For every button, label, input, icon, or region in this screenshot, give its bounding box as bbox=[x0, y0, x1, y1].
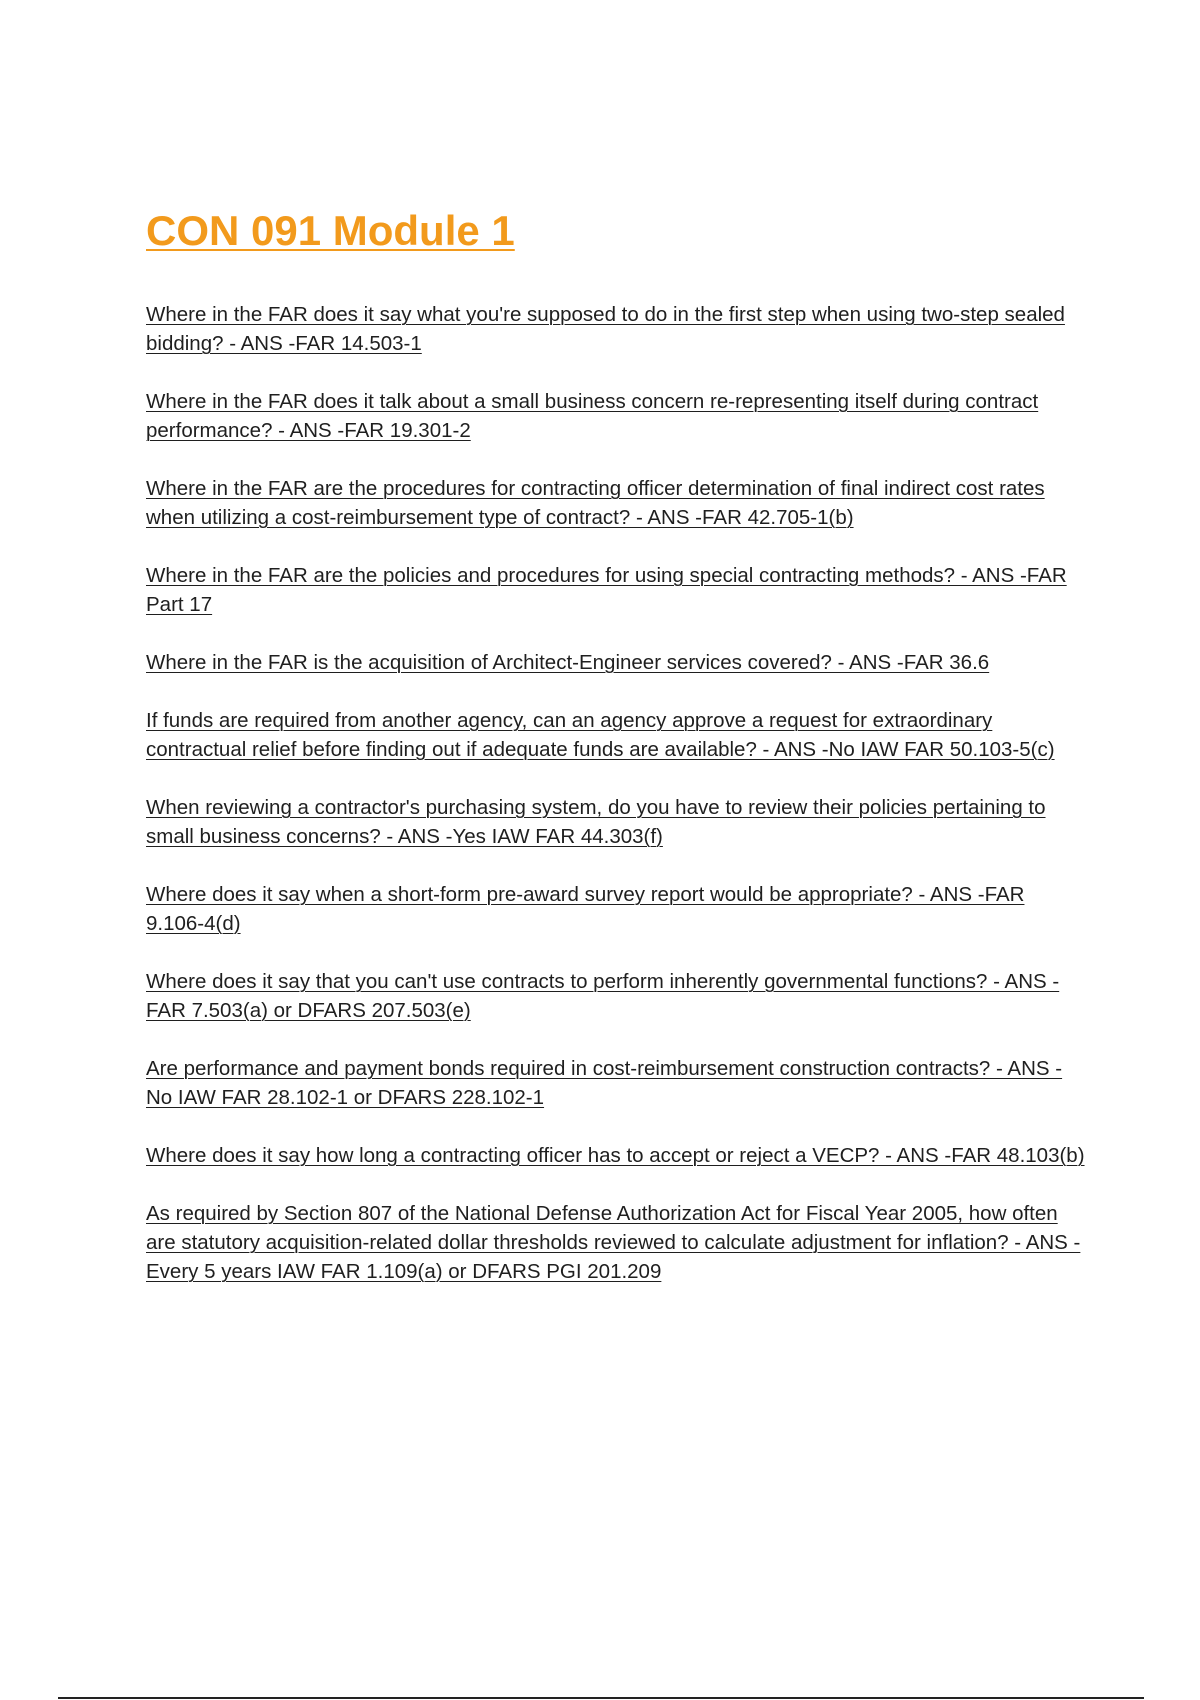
qa-item-3: Where in the FAR are the procedures for contracting officer determination of final indirect cost rates when utilizing a cost-reimbursement type of contract? - ANS -FAR 42.705-1(b) bbox=[146, 477, 1045, 529]
qa-item-11: Where does it say how long a contracting officer has to accept or reject a VECP? - ANS -FAR 48.103(b) bbox=[146, 1144, 1085, 1167]
question-answer-list bbox=[146, 300, 1086, 1315]
footer-divider bbox=[58, 1697, 1144, 1699]
qa-item-4: Where in the FAR are the policies and procedures for using special contracting methods? - ANS -FAR Part 17 bbox=[146, 564, 1067, 616]
document-title: CON 091 Module 1 bbox=[146, 207, 515, 254]
qa-item-10: Are performance and payment bonds required in cost-reimbursement construction contracts? - ANS -No IAW FAR 28.102-1 or DFARS 228.102-1 bbox=[146, 1057, 1063, 1109]
qa-item-1: Where in the FAR does it say what you're supposed to do in the first step when using two-step sealed bidding? - ANS -FAR 14.503-1 bbox=[146, 303, 1065, 355]
qa-item-9: Where does it say that you can't use contracts to perform inherently governmental functions? - ANS -FAR 7.503(a) or DFARS 207.503(e) bbox=[146, 970, 1060, 1022]
qa-item-8: Where does it say when a short-form pre-award survey report would be appropriate? - ANS -FAR 9.106-4(d) bbox=[146, 883, 1025, 935]
qa-item-6: If funds are required from another agency, can an agency approve a request for extraordinary contractual relief before finding out if adequate funds are available? - ANS -No IAW FAR 50.103-5(c) bbox=[146, 709, 1055, 761]
qa-item-7: When reviewing a contractor's purchasing system, do you have to review their policies pertaining to small business concerns? - ANS -Yes IAW FAR 44.303(f) bbox=[146, 796, 1046, 848]
qa-item-5: Where in the FAR is the acquisition of Architect-Engineer services covered? - ANS -FAR 36.6 bbox=[146, 651, 990, 674]
qa-item-2: Where in the FAR does it talk about a small business concern re-representing itself during contract performance? - ANS -FAR 19.301-2 bbox=[146, 390, 1039, 442]
qa-item-12: As required by Section 807 of the National Defense Authorization Act for Fiscal Year 2005, how often are statutory acquisition-related dollar thresholds reviewed to calculate adjustment for inflation? - ANS -Every 5 years IAW FAR 1.109(a) or DFARS PGI 201.209 bbox=[146, 1202, 1081, 1283]
